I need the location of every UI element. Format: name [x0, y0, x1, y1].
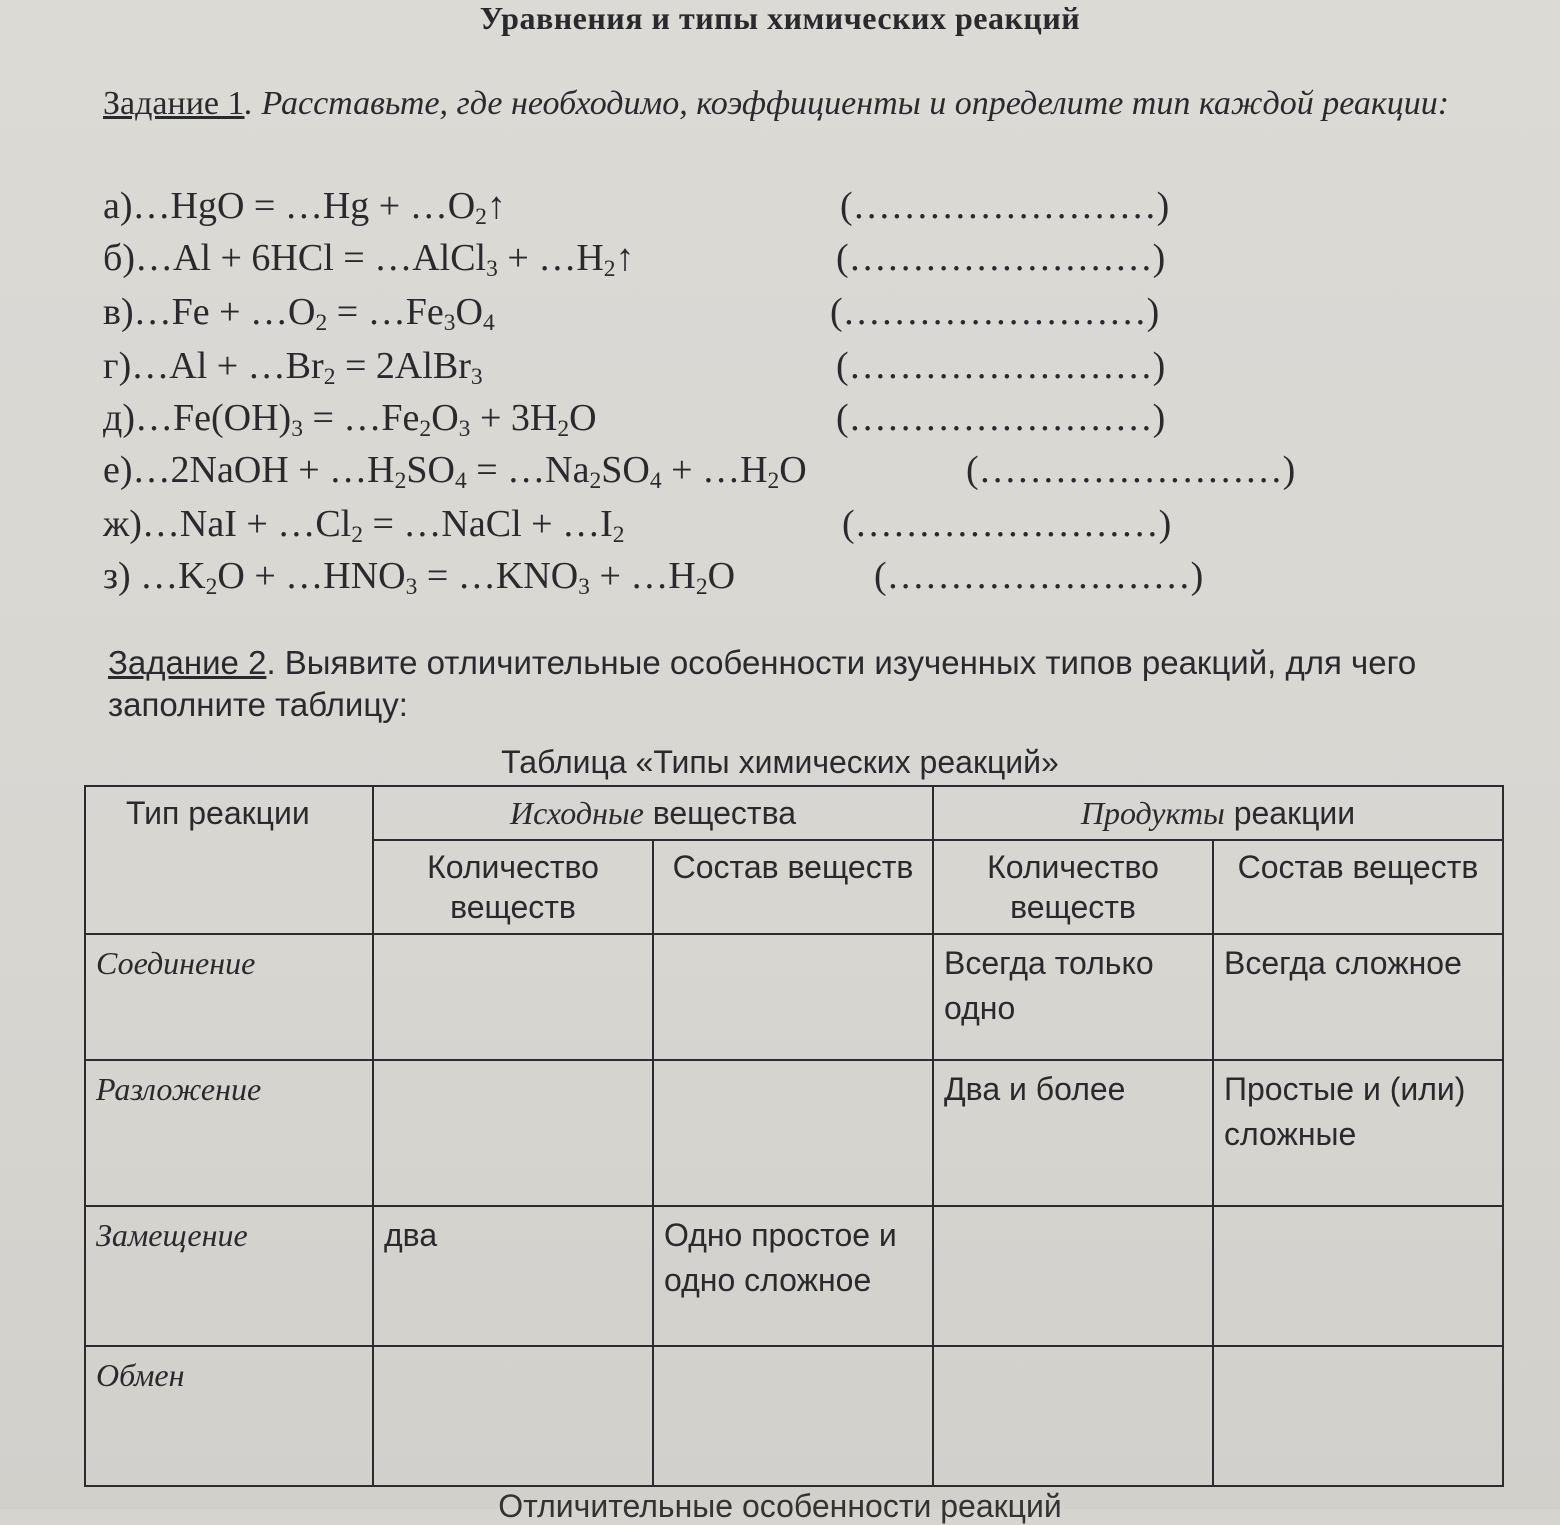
equation-text [103, 286, 495, 338]
page-title: Уравнения и типы химических реакций [479, 0, 1081, 36]
reaction-types-table [84, 785, 1504, 1487]
cell-product-comp[interactable] [1213, 1346, 1503, 1486]
cell-source-qty[interactable] [373, 934, 653, 1060]
footer-cut-text: Отличительные особенности реакций [498, 1488, 1062, 1524]
reaction-type-cell: Соединение [85, 934, 373, 1060]
answer-blank[interactable]: (……………………) [842, 503, 1172, 545]
equation-row [103, 498, 1172, 550]
equation-row [103, 550, 1204, 602]
formula-part: + 3H [470, 397, 558, 439]
table-row [85, 1206, 1503, 1346]
formula-subscript: 2 [394, 467, 407, 494]
formula-part: …HgO = …Hg + …O [132, 185, 476, 227]
formula-part: …NaI + …Cl [141, 503, 352, 545]
formula-subscript: 2 [315, 309, 328, 336]
formula-subscript: 4 [454, 467, 467, 494]
formula-part: O [455, 291, 483, 333]
formula-part: O [569, 397, 597, 439]
equation-row [103, 232, 1166, 284]
formula-subscript: 4 [482, 309, 495, 336]
equation-text [103, 232, 635, 284]
header-source-qty: Количество веществ [373, 840, 653, 934]
cell-product-qty: Два и более [933, 1060, 1213, 1206]
answer-blank[interactable]: (……………………) [836, 345, 1166, 387]
equation-label: д) [103, 397, 135, 439]
task-1 [103, 82, 1523, 126]
answer-blank[interactable]: (……………………) [874, 555, 1204, 597]
formula-subscript: 4 [649, 467, 662, 494]
formula-subscript: 2 [612, 521, 625, 548]
header-source-italic: Исходные [510, 795, 644, 831]
formula-subscript: 3 [405, 573, 418, 600]
cell-product-qty: Всегда только одно [933, 934, 1213, 1060]
formula-subscript: 2 [557, 415, 570, 442]
formula-part: = 2AlBr [335, 345, 471, 387]
header-source-comp: Состав веществ [653, 840, 933, 934]
equation-text [103, 550, 735, 602]
formula-subscript: 3 [486, 255, 498, 282]
formula-subscript: 2 [205, 573, 218, 600]
formula-part: O [707, 555, 736, 597]
cell-source-qty: два [373, 1206, 653, 1346]
formula-subscript: 2 [351, 521, 363, 548]
reaction-type-cell: Разложение [85, 1060, 373, 1206]
formula-subscript: 2 [603, 255, 616, 282]
equation-label: е) [103, 449, 133, 491]
task-2 [108, 642, 1508, 726]
formula-subscript: 3 [291, 415, 303, 442]
cell-source-comp[interactable] [653, 1060, 933, 1206]
formula-part: = …KNO [417, 555, 579, 597]
cell-source-comp[interactable] [653, 1346, 933, 1486]
table-row [85, 1346, 1503, 1486]
table-row [85, 934, 1503, 1060]
reaction-type-cell: Обмен [85, 1346, 373, 1486]
formula-subscript: 2 [419, 415, 432, 442]
formula-subscript: 3 [458, 415, 471, 442]
formula-subscript: 2 [589, 467, 602, 494]
formula-part: = …Fe [327, 291, 444, 333]
equation-text [103, 498, 625, 550]
equation-label: г) [103, 345, 132, 387]
answer-blank[interactable]: (……………………) [836, 397, 1166, 439]
formula-part: …K [140, 555, 206, 597]
formula-subscript: 3 [443, 309, 456, 336]
equation-row [103, 340, 1166, 392]
answer-blank[interactable]: (……………………) [966, 449, 1296, 491]
formula-part: …Fe(OH) [135, 397, 292, 439]
task-1-text: . Расставьте, где необходимо, коэффициенты и определите тип каждой реакции: [244, 85, 1450, 122]
formula-part: = …NaCl + …I [363, 503, 613, 545]
table-row [85, 1060, 1503, 1206]
cell-source-comp[interactable] [653, 934, 933, 1060]
header-source-rest: вещества [643, 795, 796, 831]
header-products-italic: Продукты [1080, 795, 1225, 831]
formula-part: SO [406, 449, 455, 491]
cell-product-comp[interactable] [1213, 1206, 1503, 1346]
cell-product-qty[interactable] [933, 1346, 1213, 1486]
equation-row [103, 392, 1166, 444]
equation-label: в) [103, 291, 134, 333]
header-reaction-products [933, 786, 1503, 840]
task-1-label: Задание 1 [103, 85, 245, 122]
formula-part: + …H [661, 449, 768, 491]
cell-product-qty[interactable] [933, 1206, 1213, 1346]
answer-blank[interactable]: (……………………) [840, 185, 1170, 227]
table-caption: Таблица «Типы химических реакций» [501, 744, 1059, 780]
formula-part: + …H [589, 555, 696, 597]
cell-source-qty[interactable] [373, 1060, 653, 1206]
equation-text [103, 340, 483, 392]
formula-part: ↑ [615, 237, 635, 279]
header-products-rest: реакции [1224, 795, 1356, 831]
formula-part: SO [601, 449, 650, 491]
task-2-label: Задание 2 [108, 644, 267, 681]
cell-source-qty[interactable] [373, 1346, 653, 1486]
equation-label: б) [103, 237, 135, 279]
header-product-comp: Состав веществ [1213, 840, 1503, 934]
formula-part: O [431, 397, 459, 439]
formula-subscript: 2 [767, 467, 780, 494]
formula-part: = …Fe [302, 397, 420, 439]
formula-part: O [779, 449, 807, 491]
equation-label: а) [103, 185, 133, 227]
formula-subscript: 2 [475, 203, 487, 230]
formula-part: ↑ [486, 185, 506, 227]
equation-row [103, 286, 1160, 338]
formula-part: …2NaOH + …H [132, 449, 395, 491]
reaction-type-cell: Замещение [85, 1206, 373, 1346]
equation-row [103, 180, 1170, 232]
formula-part: …Al + 6HCl = …AlCl [135, 237, 487, 279]
formula-subscript: 2 [695, 573, 708, 600]
header-source-substances [373, 786, 933, 840]
formula-subscript: 3 [470, 363, 483, 390]
formula-part: = …Na [466, 449, 590, 491]
table-body [85, 934, 1503, 1486]
formula-part: …Al + …Br [131, 345, 324, 387]
equation-label: з) [103, 555, 141, 597]
formula-part: + …H [497, 237, 604, 279]
equation-row [103, 444, 1296, 496]
answer-blank[interactable]: (……………………) [830, 291, 1160, 333]
task-2-text: . Выявите отличительные особенности изученных типов реакций, для чего заполните таблицу: [108, 644, 1417, 723]
header-product-qty: Количество веществ [933, 840, 1213, 934]
equation-text [103, 444, 807, 496]
cell-product-comp: Всегда сложное [1213, 934, 1503, 1060]
answer-blank[interactable]: (……………………) [836, 237, 1166, 279]
header-reaction-type: Тип реакции [85, 786, 373, 934]
formula-part: …Fe + …O [133, 291, 316, 333]
cell-product-comp: Простые и (или) сложные [1213, 1060, 1503, 1206]
formula-subscript: 3 [578, 573, 590, 600]
equation-text [103, 180, 506, 232]
equation-label: ж) [103, 503, 142, 545]
equation-text [103, 392, 597, 444]
formula-subscript: 2 [323, 363, 336, 390]
formula-part: O + …HNO [217, 555, 406, 597]
cell-source-comp: Одно простое и одно сложное [653, 1206, 933, 1346]
